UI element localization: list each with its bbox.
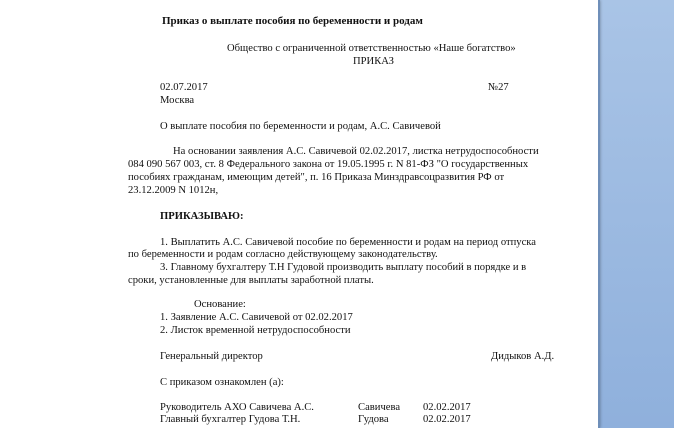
director-name: Дидыков А.Д.: [491, 351, 555, 362]
basis-item: 2. Листок временной нетрудоспособности: [160, 325, 351, 336]
preamble-line: На основании заявления А.С. Савичевой 02.02.2017, листка нетрудоспособности: [173, 146, 539, 157]
order-date: 02.07.2017: [160, 82, 208, 93]
signature-date: 02.02.2017: [423, 402, 471, 413]
basis-item: 1. Заявление А.С. Савичевой от 02.02.2017: [160, 312, 353, 323]
acquainted-label: С приказом ознакомлен (а):: [160, 377, 284, 388]
signature-name: Гудова: [358, 414, 389, 425]
signature-name: Савичева: [358, 402, 401, 413]
order-word: ПРИКАЗЫВАЮ:: [160, 211, 244, 222]
item-1-line: 1. Выплатить А.С. Савичевой пособие по беременности и родам на период отпуска: [160, 237, 536, 248]
signature-date: 02.02.2017: [423, 414, 471, 425]
preamble-line: 23.12.2009 N 1012н,: [128, 185, 219, 196]
order-type: ПРИКАЗ: [353, 56, 394, 67]
preamble-line: пособиях гражданам, имеющим детей", п. 16 Приказа Минздравсоцразвития РФ от: [128, 172, 505, 183]
item-1-line: по беременности и родам согласно действующему законодательству.: [128, 249, 438, 260]
document-heading: Приказ о выплате пособия по беременности и родам: [162, 15, 423, 27]
page-edge-shadow: [598, 0, 600, 428]
organization-name: Общество с ограниченной ответственностью «Наше богатство»: [227, 43, 516, 54]
signature-position: Главный бухгалтер Гудова Т.Н.: [160, 414, 301, 425]
preamble-line: 084 090 567 003, ст. 8 Федерального закона от 19.05.1995 г. N 81-ФЗ "О государственных: [128, 159, 529, 170]
signature-position: Руководитель АХО Савичева А.С.: [160, 402, 314, 413]
director-title: Генеральный директор: [160, 351, 263, 362]
order-city: Москва: [160, 95, 195, 106]
order-subject: О выплате пособия по беременности и родам, А.С. Савичевой: [160, 121, 441, 132]
basis-label: Основание:: [194, 299, 246, 310]
item-3-line: сроки, установленные для выплаты заработной платы.: [128, 275, 374, 286]
order-number: №27: [488, 82, 509, 93]
item-3-line: 3. Главному бухгалтеру Т.Н Гудовой производить выплату пособий в порядке и в: [160, 262, 527, 273]
